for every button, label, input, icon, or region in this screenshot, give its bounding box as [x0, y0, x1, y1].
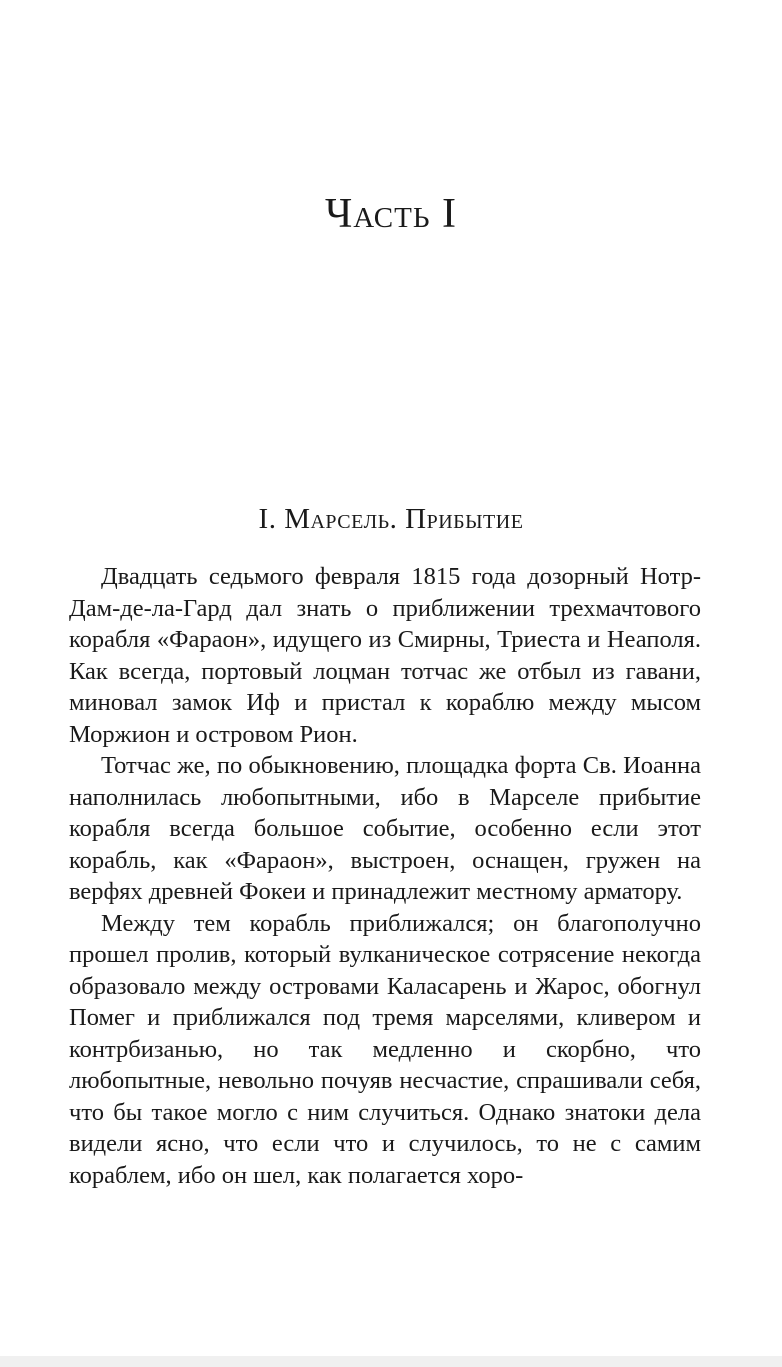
paragraph: Двадцать седьмого февраля 1815 года дозорный Нотр-Дам-де-ла-Гард дал знать о приближении трехмачтового корабля «Фараон», идущего из Смирны, Триеста и Неаполя. Как всегда, портовый лоцман тотчас же отбыл из гавани, миновал замок Иф и пристал к кораблю между мысом Моржион и островом Рион.	[69, 563, 701, 748]
part-title: Часть I	[325, 191, 457, 237]
chapter-title: I. Марсель. Прибытие	[258, 503, 524, 535]
bottom-edge	[0, 1356, 782, 1367]
chapter-body	[69, 561, 701, 1191]
paragraph: Тотчас же, по обыкновению, площадка форта Св. Иоанна наполнилась любопытными, ибо в Марселе прибытие корабля всегда большое событие, особенно если этот корабль, как «Фараон», выстроен, оснащен, гружен на верфях древней Фокеи и принадлежит местному арматору.	[69, 752, 701, 905]
paragraph: Между тем корабль приближался; он благополучно прошел пролив, который вулканическое сотрясение некогда образовало между островами Каласарень и Жарос, обогнул Помег и приближался под тремя марселями, кливером и контрбизанью, но так медленно и скорбно, что любопытные, невольно почуяв несчастие, спрашивали себя, что бы такое могло с ним случиться. Однако знатоки дела видели ясно, что если что и случилось, то не с самим кораблем, ибо он шел, как полагается хоро-	[69, 909, 701, 1189]
